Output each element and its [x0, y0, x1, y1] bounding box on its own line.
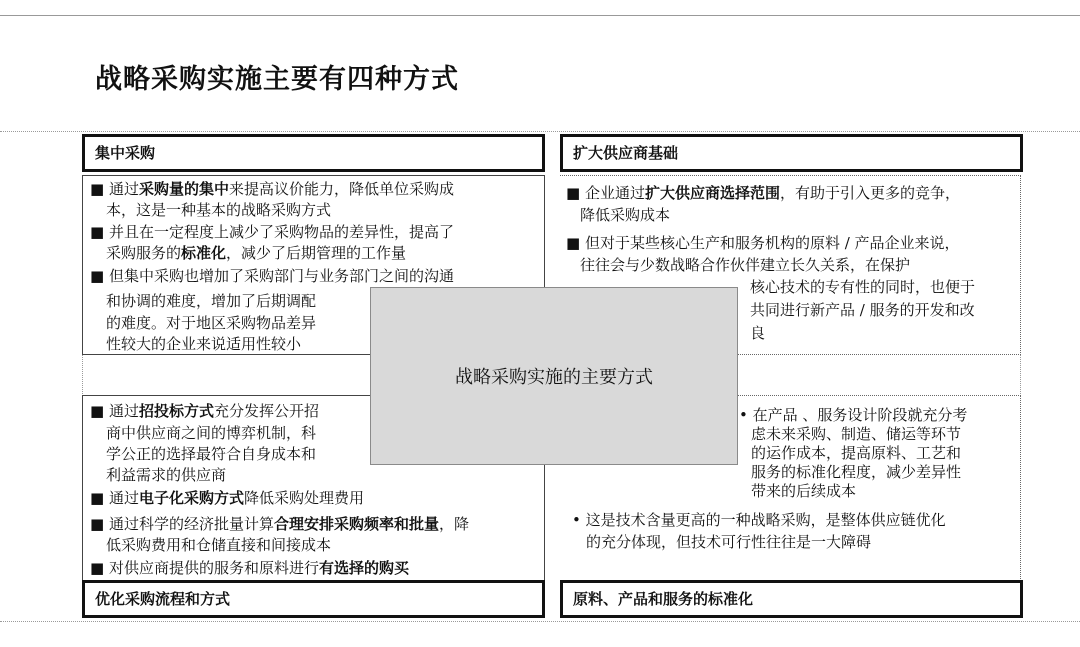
top-right-line: 核心技术的专有性的同时，也便于 [750, 278, 976, 296]
top-left-line: ■ 通过采购量的集中来提高议价能力，降低单位采购成 [90, 180, 454, 198]
page-title: 战略采购实施主要有四种方式 [95, 64, 459, 95]
guide-line-top [0, 131, 1080, 132]
bottom-left-line: ■ 通过科学的经济批量计算合理安排采购频率和批量，降 [90, 515, 469, 533]
top-right-line: 降低采购成本 [580, 206, 671, 224]
top-right-line: 良 [750, 324, 766, 342]
guide-line-bottom [0, 621, 1080, 622]
bottom-left-line: 学公正的选择最符合自身成本和 [106, 445, 317, 463]
center-label: 战略采购实施的主要方式 [455, 367, 653, 388]
center-box [370, 287, 738, 465]
top-right-line: ■ 但对于某些核心生产和服务机构的原料 / 产品企业来说， [566, 234, 960, 252]
top-right-line: ■ 企业通过扩大供应商选择范围，有助于引入更多的竞争， [566, 184, 960, 202]
top-right-line: 共同进行新产品 / 服务的开发和改 [750, 301, 975, 319]
top-left-line: ■ 并且在一定程度上减少了采购物品的差异性，提高了 [90, 223, 454, 241]
quadrant-bottom-left-header: 优化采购流程和方式 [82, 580, 545, 618]
top-left-line: 采购服务的标准化，减少了后期管理的工作量 [106, 244, 407, 262]
top-left-line: 的难度。对于地区采购物品差异 [106, 314, 317, 332]
bottom-right-line: 带来的后续成本 [751, 482, 857, 500]
bottom-right-line: 的充分体现，但技术可行性往往是一大障碍 [586, 533, 872, 551]
top-rule [0, 15, 1080, 16]
bottom-left-line: ■ 对供应商提供的服务和原料进行有选择的购买 [90, 559, 409, 577]
bottom-left-line: 低采购费用和仓储直接和间接成本 [106, 536, 332, 554]
top-left-line: ■ 但集中采购也增加了采购部门与业务部门之间的沟通 [90, 267, 454, 285]
bottom-right-line: 虑未来采购、制造、储运等环节 [751, 425, 962, 443]
quadrant-top-right-header: 扩大供应商基础 [560, 134, 1023, 172]
top-right-line: 往往会与少数战略合作伙伴建立长久关系，在保护 [580, 256, 911, 274]
top-left-line: 性较大的企业来说适用性较小 [106, 335, 302, 353]
top-left-line: 本，这是一种基本的战略采购方式 [106, 201, 332, 219]
top-left-line: 和协调的难度，增加了后期调配 [106, 292, 317, 310]
guide-line-left [82, 350, 83, 398]
quadrant-bottom-right-header: 原料、产品和服务的标准化 [560, 580, 1023, 618]
bottom-right-line: • 这是技术含量更高的一种战略采购，是整体供应链优化 [572, 511, 946, 529]
bottom-left-line: ■ 通过电子化采购方式降低采购处理费用 [90, 489, 364, 507]
bottom-right-line: • 在产品 、服务设计阶段就充分考 [739, 406, 968, 424]
bottom-left-line: 商中供应商之间的博弈机制，科 [106, 424, 317, 442]
bottom-left-line: 利益需求的供应商 [106, 466, 227, 484]
bottom-left-line: ■ 通过招投标方式充分发挥公开招 [90, 402, 319, 420]
quadrant-top-left-header: 集中采购 [82, 134, 545, 172]
bottom-right-line: 的运作成本，提高原料、工艺和 [751, 444, 962, 462]
bottom-right-line: 服务的标准化程度，减少差异性 [751, 463, 962, 481]
